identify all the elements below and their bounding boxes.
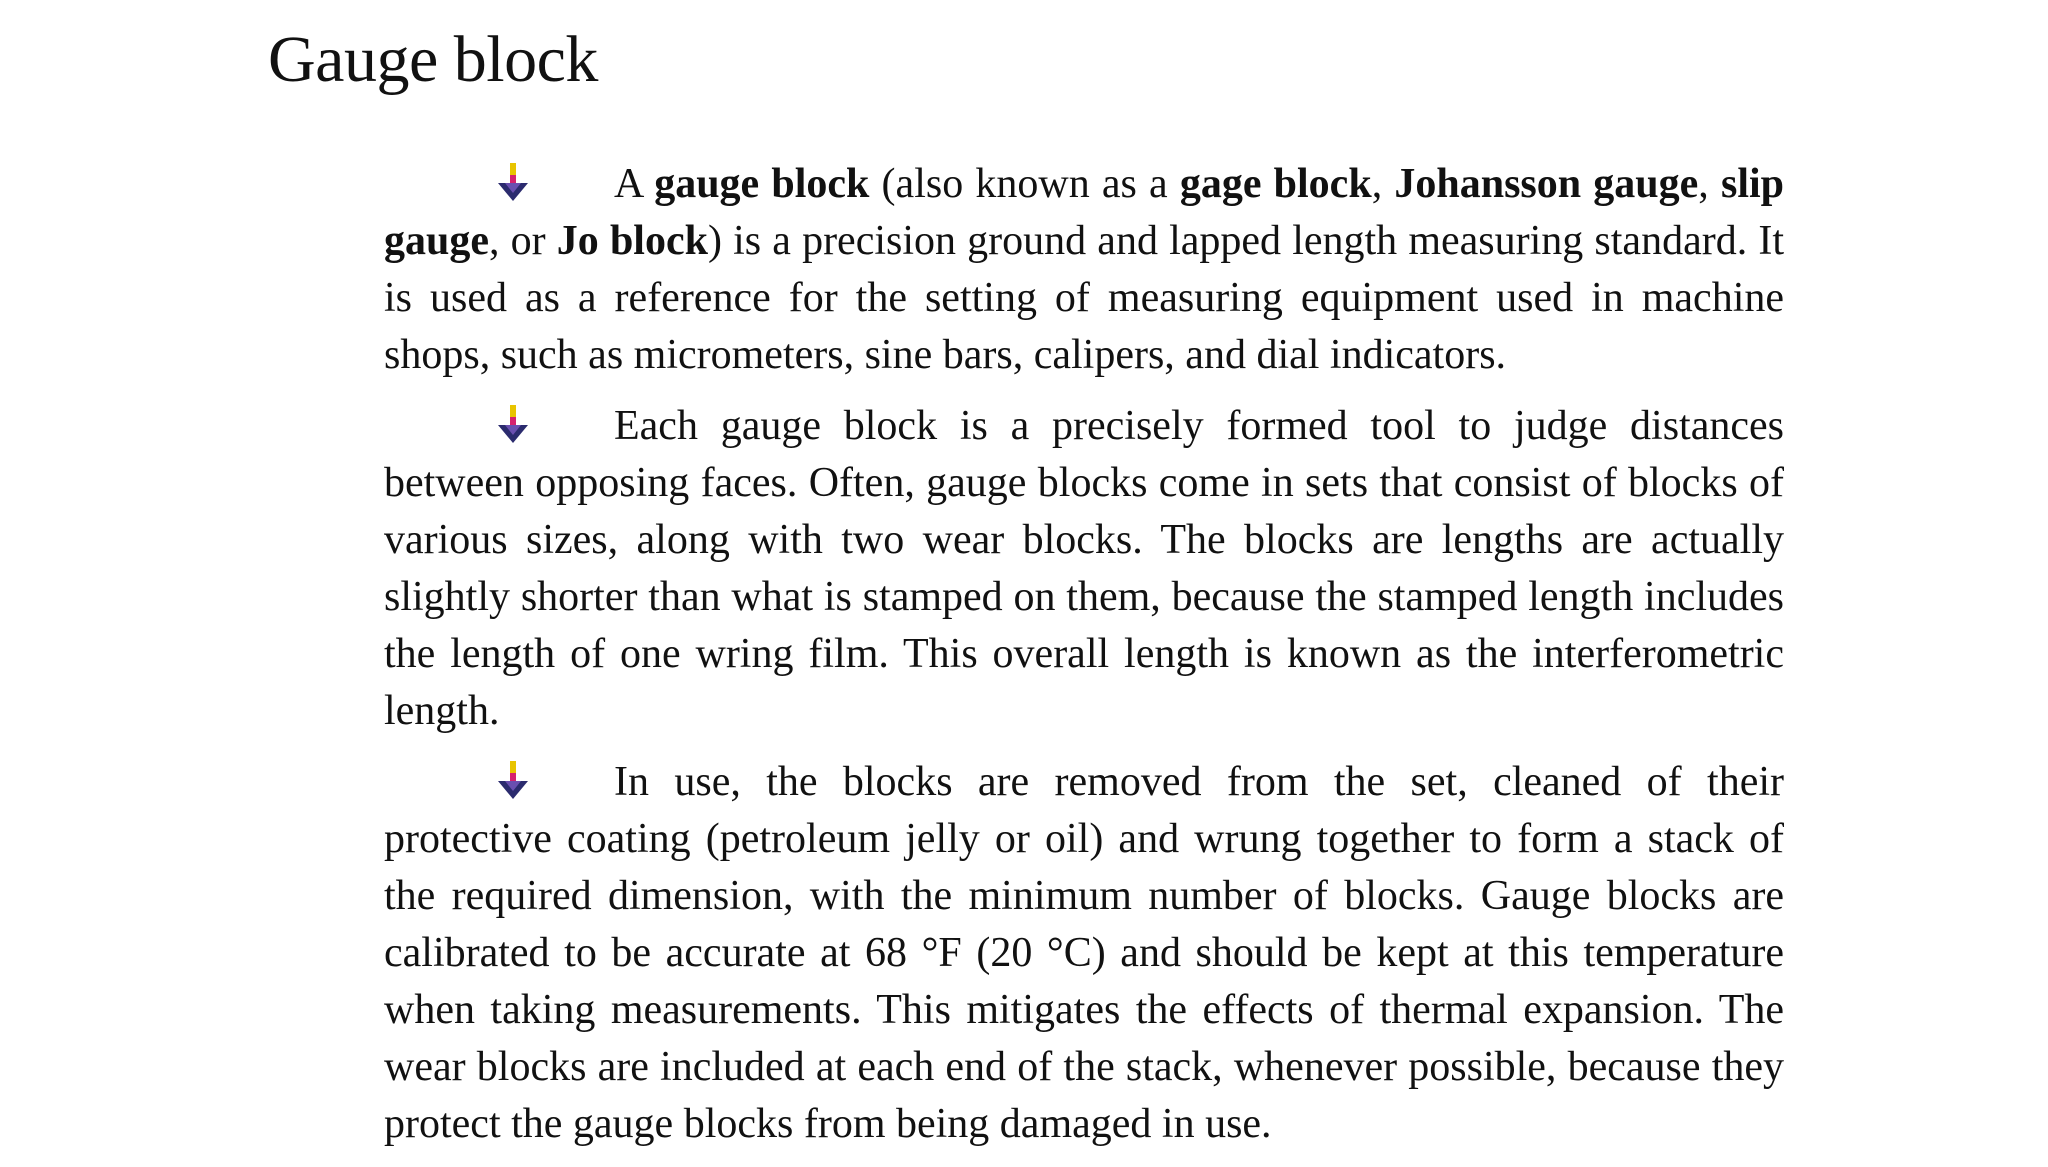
document-title: Gauge block bbox=[268, 23, 598, 96]
bold-term: Jo block bbox=[556, 218, 708, 264]
paragraph bbox=[384, 156, 1784, 384]
paragraph-text: In use, the blocks are removed from the set, cleaned of their protective coating (petroleum jelly or oil) and wrung together to form a stack of the required dimension, with the minimum number of blocks. Gauge blocks are calibrated to be accurate at 68 °F (20 °C) and should be kept at this temperature when taking measurements. This mitigates the effects of thermal expansion. The wear blocks are included at each end of the stack, whenever possible, because they protect the gauge blocks from being damaged in use. bbox=[384, 759, 1784, 1147]
paragraph-text: (also known as a bbox=[869, 161, 1180, 207]
paragraph-text: A bbox=[614, 161, 655, 207]
bold-term: slip gauge bbox=[384, 161, 1785, 264]
paragraph-text: Each gauge block is a precisely formed tool to judge distances between opposing faces. Often, gauge blocks come in sets that consist of blocks of various sizes, along with two wear blocks. The blocks are lengths are actually slightly shorter than what is stamped on them, because the stamped length includes the length of one wring film. This overall length is known as the interferometric length. bbox=[384, 403, 1784, 734]
paragraph bbox=[384, 754, 1784, 1153]
paragraph bbox=[384, 398, 1784, 740]
paragraph-text: ) is a precision ground and lapped length measuring standard. It is used as a reference for the setting of measuring equipment used in machine shops, such as micrometers, sine bars, calipers, and dial indicators. bbox=[384, 218, 1785, 378]
bold-term: Johansson gauge bbox=[1394, 161, 1699, 207]
paragraph-text: , bbox=[1371, 161, 1395, 207]
down-arrow-bullet-icon bbox=[496, 163, 530, 203]
bold-term: gauge block bbox=[654, 161, 870, 207]
down-arrow-bullet-icon bbox=[496, 405, 530, 445]
paragraph-text: , or bbox=[489, 218, 557, 264]
down-arrow-bullet-icon bbox=[496, 761, 530, 801]
document-body bbox=[384, 156, 1784, 1167]
bold-term: gage block bbox=[1179, 161, 1372, 207]
paragraph-text: , bbox=[1698, 161, 1721, 207]
